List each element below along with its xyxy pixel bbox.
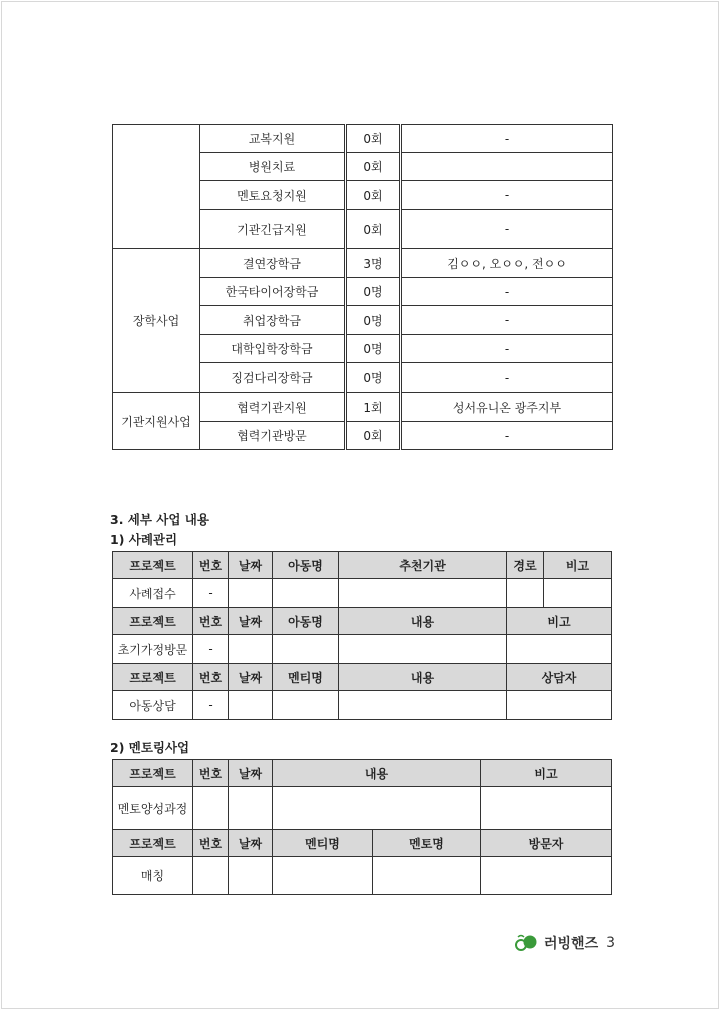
header-cell: 프로젝트 <box>113 664 193 691</box>
table-header-row <box>113 664 612 691</box>
group-cell <box>113 125 200 249</box>
header-cell: 날짜 <box>229 760 273 787</box>
header-cell: 방문자 <box>481 830 612 857</box>
content-cell <box>339 635 507 664</box>
header-cell: 비고 <box>507 608 612 635</box>
header-cell: 추천기관 <box>339 552 507 579</box>
name-cell <box>273 691 339 720</box>
section-title: 3. 세부 사업 내용 <box>110 512 209 527</box>
remark-cell <box>481 787 612 830</box>
note-cell: - <box>401 363 613 393</box>
date-cell <box>229 691 273 720</box>
note-cell: - <box>401 278 613 306</box>
table-header-row <box>113 830 612 857</box>
table-row <box>113 857 612 895</box>
date-cell <box>229 579 273 608</box>
header-cell: 프로젝트 <box>113 760 193 787</box>
note-cell: - <box>401 181 613 210</box>
header-cell: 내용 <box>339 664 507 691</box>
item-cell: 징검다리장학금 <box>200 363 346 393</box>
support-summary-table <box>112 124 613 450</box>
number-cell: - <box>193 691 229 720</box>
table-row <box>113 249 613 278</box>
loving-hands-logo-icon <box>514 933 540 953</box>
table-row <box>113 125 613 153</box>
note-cell: - <box>401 306 613 335</box>
note-cell: - <box>401 210 613 249</box>
number-cell <box>193 787 229 830</box>
header-cell: 내용 <box>339 608 507 635</box>
count-cell: 0회 <box>346 422 401 450</box>
name-cell <box>273 635 339 664</box>
header-cell: 날짜 <box>229 664 273 691</box>
note-cell: - <box>401 422 613 450</box>
header-cell: 아동명 <box>273 608 339 635</box>
page-footer <box>514 932 615 954</box>
item-cell: 협력기관지원 <box>200 393 346 422</box>
header-cell: 번호 <box>193 664 229 691</box>
number-cell <box>193 857 229 895</box>
count-cell: 0명 <box>346 306 401 335</box>
item-cell: 멘토요청지원 <box>200 181 346 210</box>
item-cell: 협력기관방문 <box>200 422 346 450</box>
item-cell: 한국타이어장학금 <box>200 278 346 306</box>
item-cell: 병원치료 <box>200 153 346 181</box>
project-cell: 초기가정방문 <box>113 635 193 664</box>
count-cell: 0회 <box>346 181 401 210</box>
header-cell: 날짜 <box>229 552 273 579</box>
header-cell: 멘티명 <box>273 830 373 857</box>
header-cell: 아동명 <box>273 552 339 579</box>
count-cell: 0회 <box>346 125 401 153</box>
count-cell: 0회 <box>346 210 401 249</box>
header-cell: 내용 <box>273 760 481 787</box>
header-cell: 번호 <box>193 830 229 857</box>
count-cell: 0명 <box>346 278 401 306</box>
header-cell: 프로젝트 <box>113 608 193 635</box>
note-cell: 성서유니온 광주지부 <box>401 393 613 422</box>
count-cell: 0회 <box>346 153 401 181</box>
note-cell: - <box>401 335 613 363</box>
header-cell: 날짜 <box>229 608 273 635</box>
name-cell <box>273 579 339 608</box>
header-cell: 번호 <box>193 552 229 579</box>
date-cell <box>229 857 273 895</box>
header-cell: 멘티명 <box>273 664 339 691</box>
table-row <box>113 635 612 664</box>
header-cell: 번호 <box>193 760 229 787</box>
count-cell: 1회 <box>346 393 401 422</box>
header-cell: 프로젝트 <box>113 552 193 579</box>
header-cell: 프로젝트 <box>113 830 193 857</box>
project-cell: 멘토양성과정 <box>113 787 193 830</box>
header-cell: 경로 <box>507 552 544 579</box>
header-cell: 비고 <box>481 760 612 787</box>
agency-cell <box>339 579 507 608</box>
table-header-row <box>113 760 612 787</box>
remark-cell <box>544 579 612 608</box>
number-cell: - <box>193 635 229 664</box>
project-cell: 아동상담 <box>113 691 193 720</box>
group-cell: 기관지원사업 <box>113 393 200 450</box>
subsection-title-mentoring: 2) 멘토링사업 <box>110 740 190 755</box>
number-cell: - <box>193 579 229 608</box>
visitor-cell <box>481 857 612 895</box>
mentoring-table <box>112 759 612 895</box>
table-row <box>113 787 612 830</box>
mentor-cell <box>373 857 481 895</box>
note-cell: - <box>401 125 613 153</box>
remark-cell <box>507 635 612 664</box>
table-header-row <box>113 552 612 579</box>
note-cell <box>401 153 613 181</box>
header-cell: 비고 <box>544 552 612 579</box>
header-cell: 날짜 <box>229 830 273 857</box>
count-cell: 0명 <box>346 363 401 393</box>
item-cell: 대학입학장학금 <box>200 335 346 363</box>
page-number: 3 <box>606 935 616 951</box>
item-cell: 기관긴급지원 <box>200 210 346 249</box>
table-row <box>113 393 613 422</box>
content-cell <box>339 691 507 720</box>
item-cell: 교복지원 <box>200 125 346 153</box>
date-cell <box>229 635 273 664</box>
count-cell: 0명 <box>346 335 401 363</box>
counselor-cell <box>507 691 612 720</box>
header-cell: 상담자 <box>507 664 612 691</box>
table-header-row <box>113 608 612 635</box>
item-cell: 결연장학금 <box>200 249 346 278</box>
brand-name: 러빙핸즈 <box>544 936 599 952</box>
item-cell: 취업장학금 <box>200 306 346 335</box>
table-row <box>113 579 612 608</box>
content-cell <box>273 787 481 830</box>
mentee-cell <box>273 857 373 895</box>
header-cell: 멘토명 <box>373 830 481 857</box>
case-management-table <box>112 551 612 720</box>
table-row <box>113 691 612 720</box>
project-cell: 매칭 <box>113 857 193 895</box>
project-cell: 사례접수 <box>113 579 193 608</box>
route-cell <box>507 579 544 608</box>
date-cell <box>229 787 273 830</box>
count-cell: 3명 <box>346 249 401 278</box>
header-cell: 번호 <box>193 608 229 635</box>
note-cell: 김ㅇㅇ, 오ㅇㅇ, 전ㅇㅇ <box>401 249 613 278</box>
group-cell: 장학사업 <box>113 249 200 393</box>
subsection-title-case: 1) 사례관리 <box>110 532 178 547</box>
